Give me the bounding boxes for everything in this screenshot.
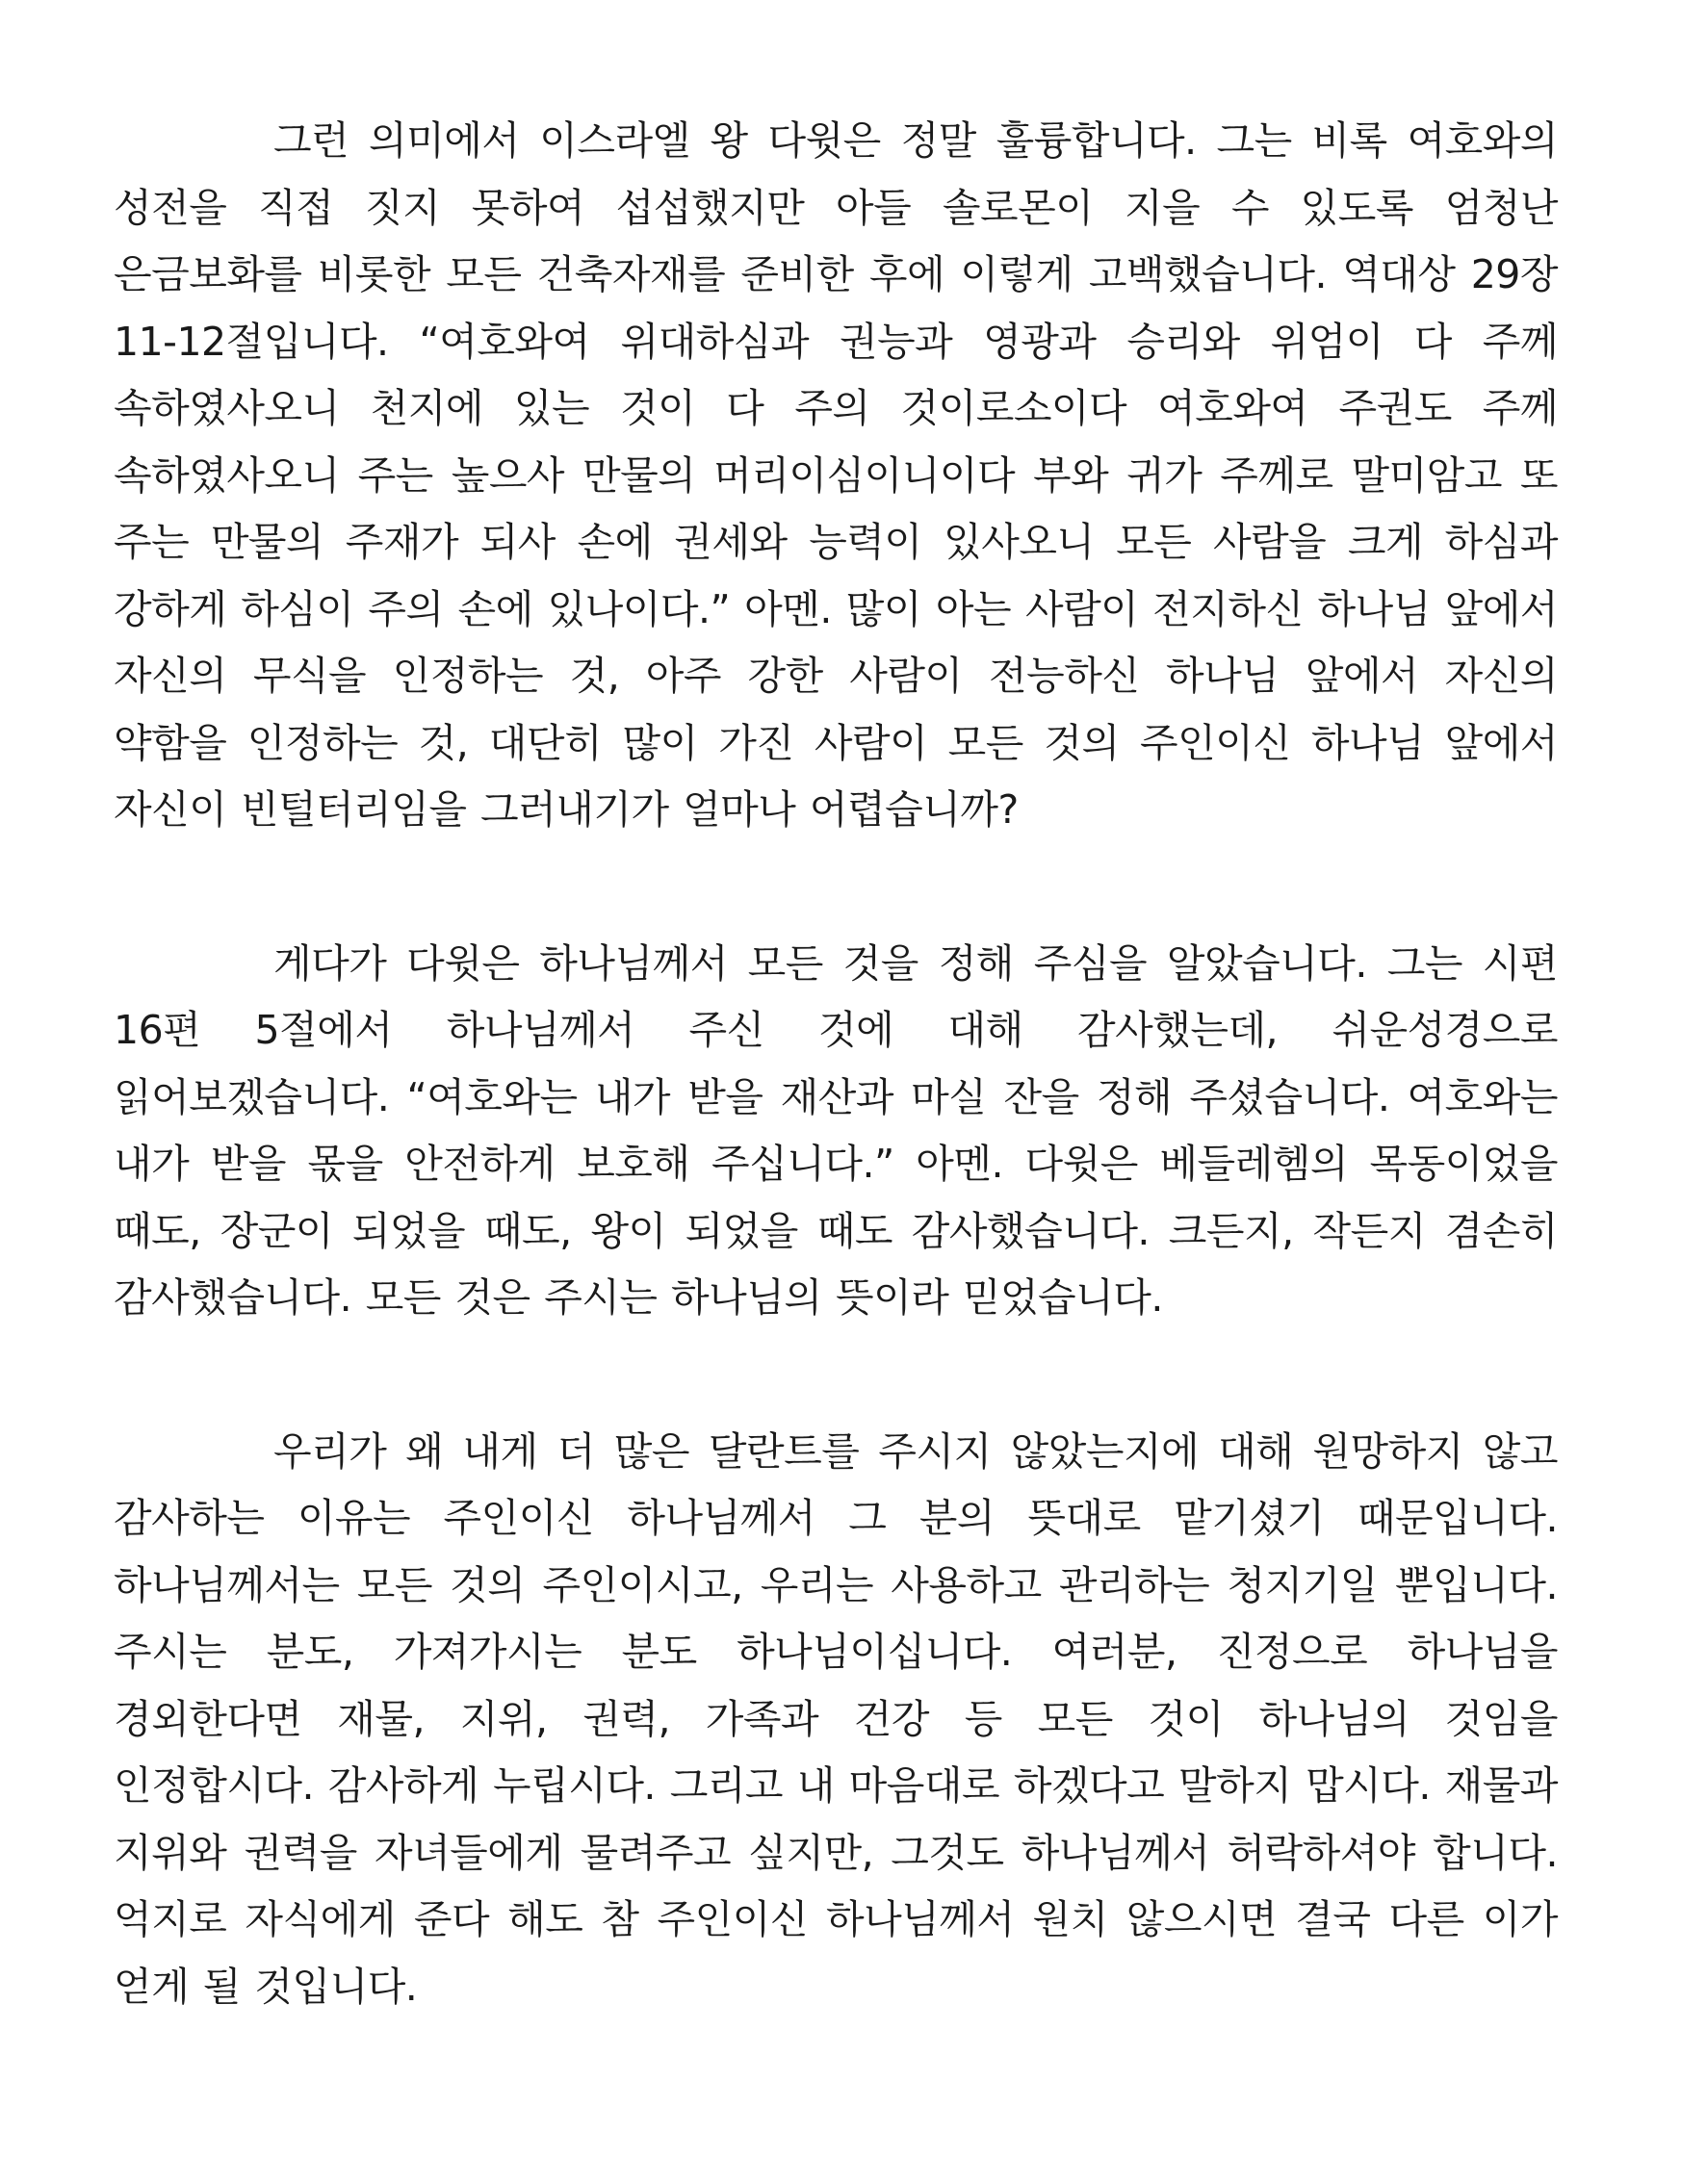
paragraph-1: 그런 의미에서 이스라엘 왕 다윗은 정말 훌륭합니다. 그는 비록 여호와의 성전을 직접 짓지 못하여 섭섭했지만 아들 솔로몬이 지을 수 있도록 엄청난 은금보화를 비롯한 모든 건축자재를 준비한 후에 이렇게 고백했습니다. 역대상 29장 11-12절입니다. “여호와여 위대하심과 권능과 영광과 승리와 위엄이 다 주께 속하였사오니 천지에 있는 것이 다 주의 것이로소이다 여호와여 주권도 주께 속하였사오니 주는 높으사 만물의 머리이심이니이다 부와 귀가 주께로 말미암고 또 주는 만물의 주재가 되사 손에 권세와 능력이 있사오니 모든 사람을 크게 하심과 강하게 하심이 주의 손에 있나이다.” 아멘. 많이 아는 사람이 전지하신 하나님 앞에서 자신의 무식을 인정하는 것, 아주 강한 사람이 전능하신 하나님 앞에서 자신의 약함을 인정하는 것, 대단히 많이 가진 사람이 모든 것의 주인이신 하나님 앞에서 자신이 빈털터리임을 그러내기가 얼마나 어렵습니까? [114, 117, 1558, 833]
paragraph-3: 우리가 왜 내게 더 많은 달란트를 주시지 않았는지에 대해 원망하지 않고 감사하는 이유는 주인이신 하나님께서 그 분의 뜻대로 맡기셨기 때문입니다. 하나님께서는 모든 것의 주인이시고, 우리는 사용하고 관리하는 청지기일 뿐입니다. 주시는 분도, 가져가시는 분도 하나님이십니다. 여러분, 진정으로 하나님을 경외한다면 재물, 지위, 권력, 가족과 건강 등 모든 것이 하나님의 것임을 인정합시다. 감사하게 누립시다. 그리고 내 마음대로 하겠다고 말하지 맙시다. 재물과 지위와 권력을 자녀들에게 물려주고 싶지만, 그것도 하나님께서 허락하셔야 합니다. 억지로 자식에게 준다 해도 참 주인이신 하나님께서 원치 않으시면 결국 다른 이가 얻게 될 것입니다. [114, 1427, 1558, 2010]
paragraph-2: 게다가 다윗은 하나님께서 모든 것을 정해 주심을 알았습니다. 그는 시편 16편 5절에서 하나님께서 주신 것에 대해 감사했는데, 쉬운성경으로 읽어보겠습니다. “여호와는 내가 받을 재산과 마실 잔을 정해 주셨습니다. 여호와는 내가 받을 몫을 안전하게 보호해 주십니다.” 아멘. 다윗은 베들레헴의 목동이었을 때도, 장군이 되었을 때도, 왕이 되었을 때도 감사했습니다. 크든지, 작든지 겸손히 감사했습니다. 모든 것은 주시는 하나님의 뜻이라 믿었습니다. [114, 939, 1558, 1321]
document-page [114, 108, 1558, 2020]
